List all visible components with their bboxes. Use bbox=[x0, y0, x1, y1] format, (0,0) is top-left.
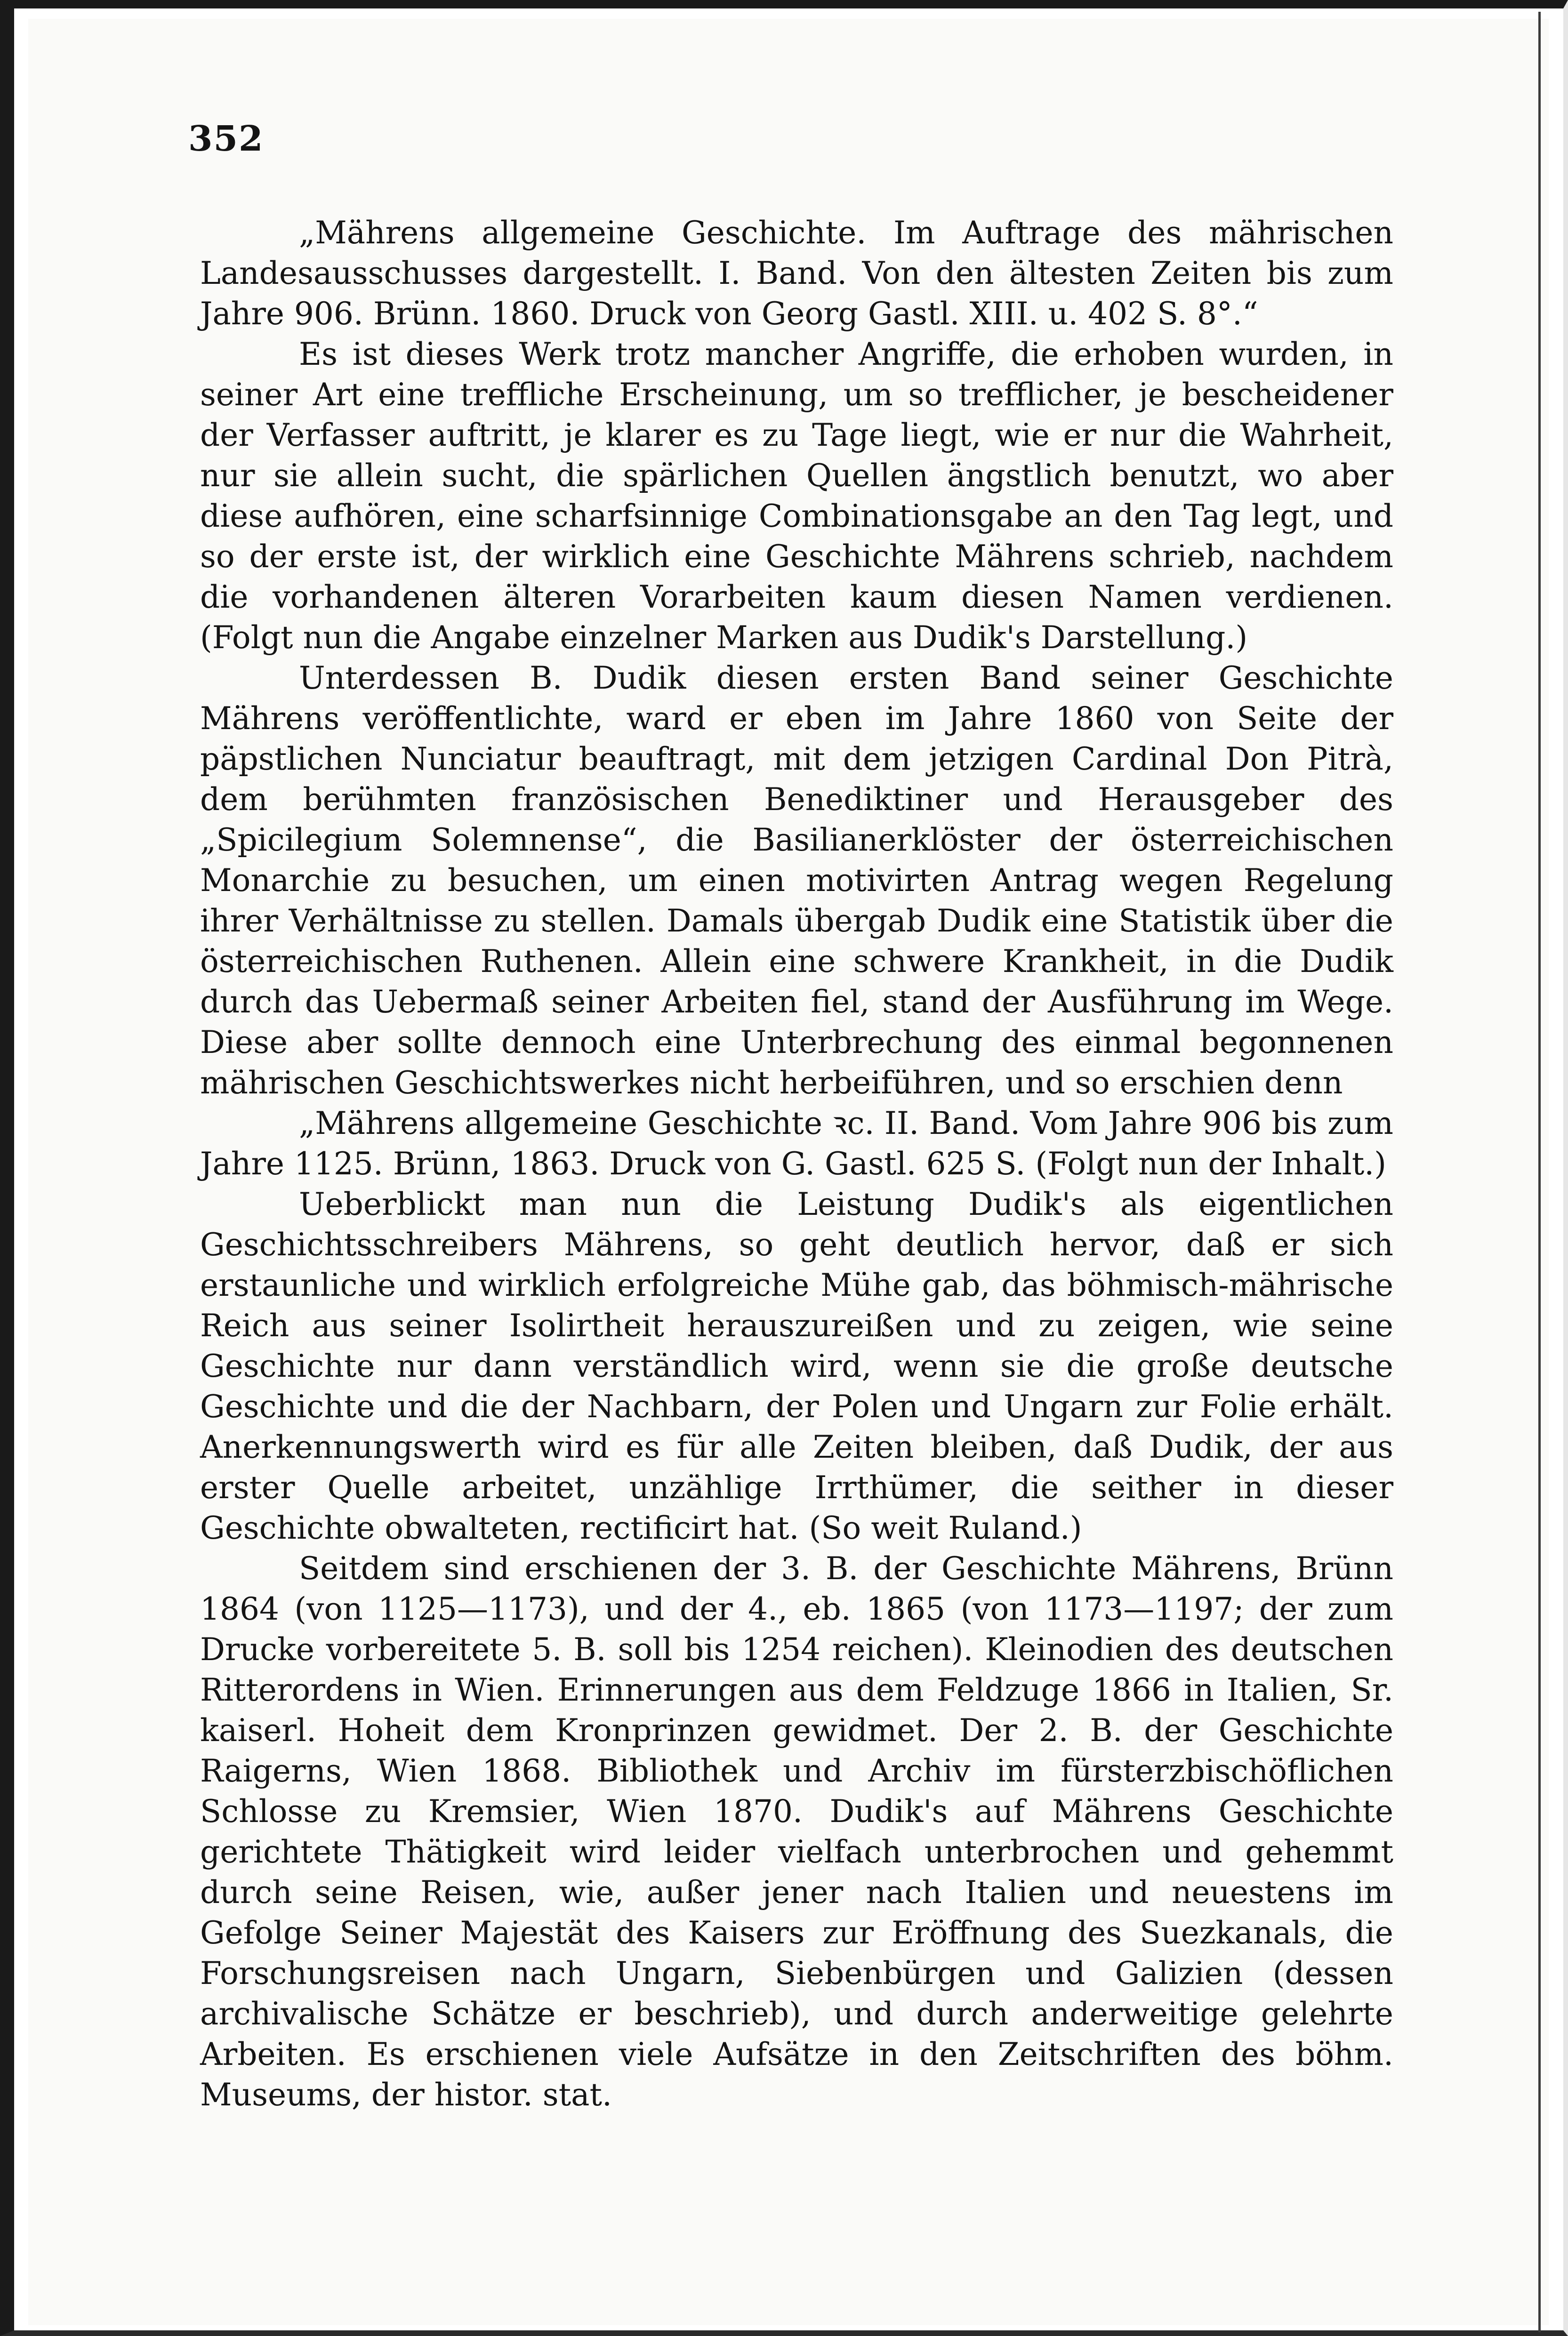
paragraph-book-citation-1: „Mährens allgemeine Geschichte. Im Auftrage des mährischen Landesausschusses dargestellt. I. Band. Von den ältesten Zeiten bis zum Jahre 906. Brünn. 1860. Druck von Georg Gastl. XIII. u. 402 S. 8°.“ bbox=[200, 215, 1393, 332]
paragraph-book-citation-2: „Mährens allgemeine Geschichte ꝛc. II. Band. Vom Jahre 906 bis zum Jahre 1125. Brünn, 1863. Druck von G. Gastl. 625 S. (Folgt nun der Inhalt.) bbox=[200, 1105, 1393, 1182]
paragraph-nunciature-mission: Unterdessen B. Dudik diesen ersten Band seiner Geschichte Mährens veröffentlichte, ward er eben im Jahre 1860 von Seite der päpstlichen Nunciatur beauftragt, mit dem jetzigen Cardinal Don Pitrà, dem berühmten französischen Benediktiner und Herausgeber des „Spicilegium Solemnense“, die Basilianerklöster der österreichischen Monarchie zu besuchen, um einen motivirten Antrag wegen Regelung ihrer Verhältnisse zu stellen. Damals übergab Dudik eine Statistik über die österreichischen Ruthenen. Allein eine schwere Krankheit, in die Dudik durch das Uebermaß seiner Arbeiten fiel, stand der Ausführung im Wege. Diese aber sollte dennoch eine Unterbrechung des einmal begonnenen mährischen Geschichtswerkes nicht herbeiführen, und so erschien denn bbox=[200, 660, 1393, 1101]
paragraph-review: Es ist dieses Werk trotz mancher Angriffe, die erhoben wurden, in seiner Art eine treffliche Erscheinung, um so trefflicher, je bescheidener der Verfasser auftritt, je klarer es zu Tage liegt, wie er nur die Wahrheit, nur sie allein sucht, die spärlichen Quellen ängstlich benutzt, wo aber diese aufhören, eine scharfsinnige Combinationsgabe an den Tag legt, und so der erste ist, der wirklich eine Geschichte Mährens schrieb, nachdem die vorhandenen älteren Vorarbeiten kaum diesen Namen verdienen. (Folgt nun die Angabe einzelner Marken aus Dudik's Darstellung.) bbox=[200, 336, 1393, 656]
page-number: 352 bbox=[188, 119, 264, 159]
paragraph-assessment: Ueberblickt man nun die Leistung Dudik's als eigentlichen Geschichtsschreibers Mährens, so geht deutlich hervor, daß er sich erstaunliche und wirklich erfolgreiche Mühe gab, das böhmisch-mährische Reich aus seiner Isolirtheit herauszureißen und zu zeigen, wie seine Geschichte nur dann verständlich wird, wenn sie die große deutsche Geschichte und die der Nachbarn, der Polen und Ungarn zur Folie erhält. Anerkennungswerth wird es für alle Zeiten bleiben, daß Dudik, der aus erster Quelle arbeitet, unzählige Irrthümer, die seither in dieser Geschichte obwalteten, rectificirt hat. (So weit Ruland.) bbox=[200, 1186, 1393, 1546]
paragraph-later-works: Seitdem sind erschienen der 3. B. der Geschichte Mährens, Brünn 1864 (von 1125—1173), und der 4., eb. 1865 (von 1173—1197; der zum Drucke vorbereitete 5. B. soll bis 1254 reichen). Kleinodien des deutschen Ritterordens in Wien. Erinnerungen aus dem Feldzuge 1866 in Italien, Sr. kaiserl. Hoheit dem Kronprinzen gewidmet. Der 2. B. der Geschichte Raigerns, Wien 1868. Bibliothek und Archiv im fürsterzbischöflichen Schlosse zu Kremsier, Wien 1870. Dudik's auf Mährens Geschichte gerichtete Thätigkeit wird leider vielfach unterbrochen und gehemmt durch seine Reisen, wie, außer jener nach Italien und neuestens im Gefolge Seiner Majestät des Kaisers zur Eröffnung des Suezkanals, die Forschungsreisen nach Ungarn, Siebenbürgen und Galizien (dessen archivalische Schätze er beschrieb), und durch anderweitige gelehrte Arbeiten. Es erschienen viele Aufsätze in den Zeitschriften des böhm. Museums, der histor. stat. bbox=[200, 1550, 1393, 2113]
page-edge-rule bbox=[1538, 12, 1541, 2332]
body-text bbox=[200, 213, 1393, 2115]
